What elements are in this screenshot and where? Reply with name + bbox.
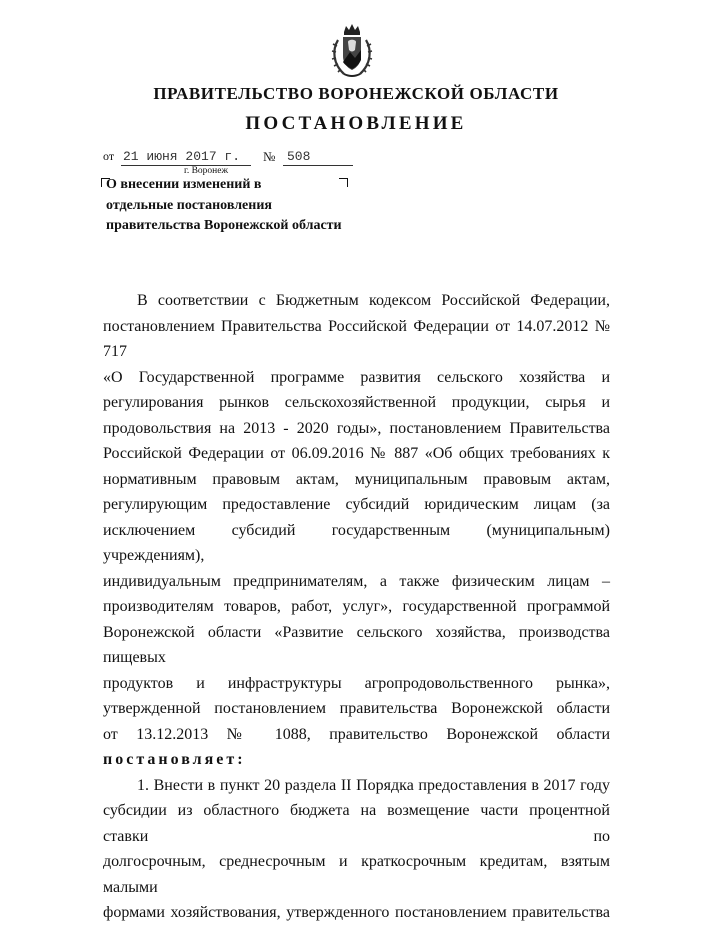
body-line: В соответствии с Бюджетным кодексом Российской Федерации, <box>137 292 610 309</box>
body-line: исключением субсидий государственным (муниципальным) учреждениям), <box>103 521 610 564</box>
document-city: г. Воронеж <box>184 166 229 176</box>
body-line: индивидуальным предпринимателям, а также физическим лицам – <box>103 572 610 590</box>
date-prefix: от <box>103 149 115 163</box>
clause-line: субсидии из областного бюджета на возмещение части процентной ставки по <box>103 802 610 845</box>
body-line: производителям товаров, работ, услуг», государственной программой <box>103 598 610 615</box>
body-line: Российской Федерации от 06.09.2016 № 887 «Об общих требованиях к <box>103 445 610 462</box>
subject-line: правительства Воронежской области <box>106 218 342 233</box>
subject-line: отдельные постановления <box>106 197 272 213</box>
document-body <box>103 288 610 926</box>
organization-title: ПРАВИТЕЛЬСТВО ВОРОНЕЖСКОЙ ОБЛАСТИ <box>153 84 559 103</box>
body-line: регулирования рынков сельскохозяйственной продукции, сырья и <box>103 394 610 411</box>
body-line: регулирующим предоставление субсидий юридическим лицам (за <box>103 496 610 513</box>
body-line: Воронежской области «Развитие сельского хозяйства, производства пищевых <box>103 623 610 666</box>
clause-line: долгосрочным, среднесрочным и краткосрочным кредитам, взятым малыми <box>103 853 610 896</box>
document-date: 21 июня 2017 г. <box>121 149 251 166</box>
document-subject <box>106 175 376 237</box>
document-number: 508 <box>283 149 353 166</box>
body-line: нормативным правовым актам, муниципальным правовым актам, <box>103 470 610 488</box>
clause-line: формами хозяйствования, утвержденного постановлением правительства <box>103 904 610 921</box>
subject-line: О внесении изменений в <box>106 177 262 192</box>
decree-word: постановляет: <box>103 751 246 768</box>
body-line: продовольствия на 2013 - 2020 годы», постановлением Правительства <box>103 419 610 437</box>
coat-of-arms-icon <box>328 22 376 80</box>
document-meta <box>103 149 363 167</box>
body-line: «О Государственной программе развития сельского хозяйства и <box>103 368 610 386</box>
body-line: продуктов и инфраструктуры агропродовольственного рынка», <box>103 674 610 692</box>
body-line: от 13.12.2013 № 1088, правительство Воронежской области <box>103 725 610 743</box>
document-type: ПОСТАНОВЛЕНИЕ <box>245 113 467 134</box>
clause-line: 1. Внести в пункт 20 раздела II Порядка предоставления в 2017 году <box>137 776 610 794</box>
number-prefix: № <box>263 149 276 164</box>
body-line: утвержденной постановлением правительства Воронежской области <box>103 700 610 717</box>
body-line: постановлением Правительства Российской Федерации от 14.07.2012 № 717 <box>103 317 610 360</box>
